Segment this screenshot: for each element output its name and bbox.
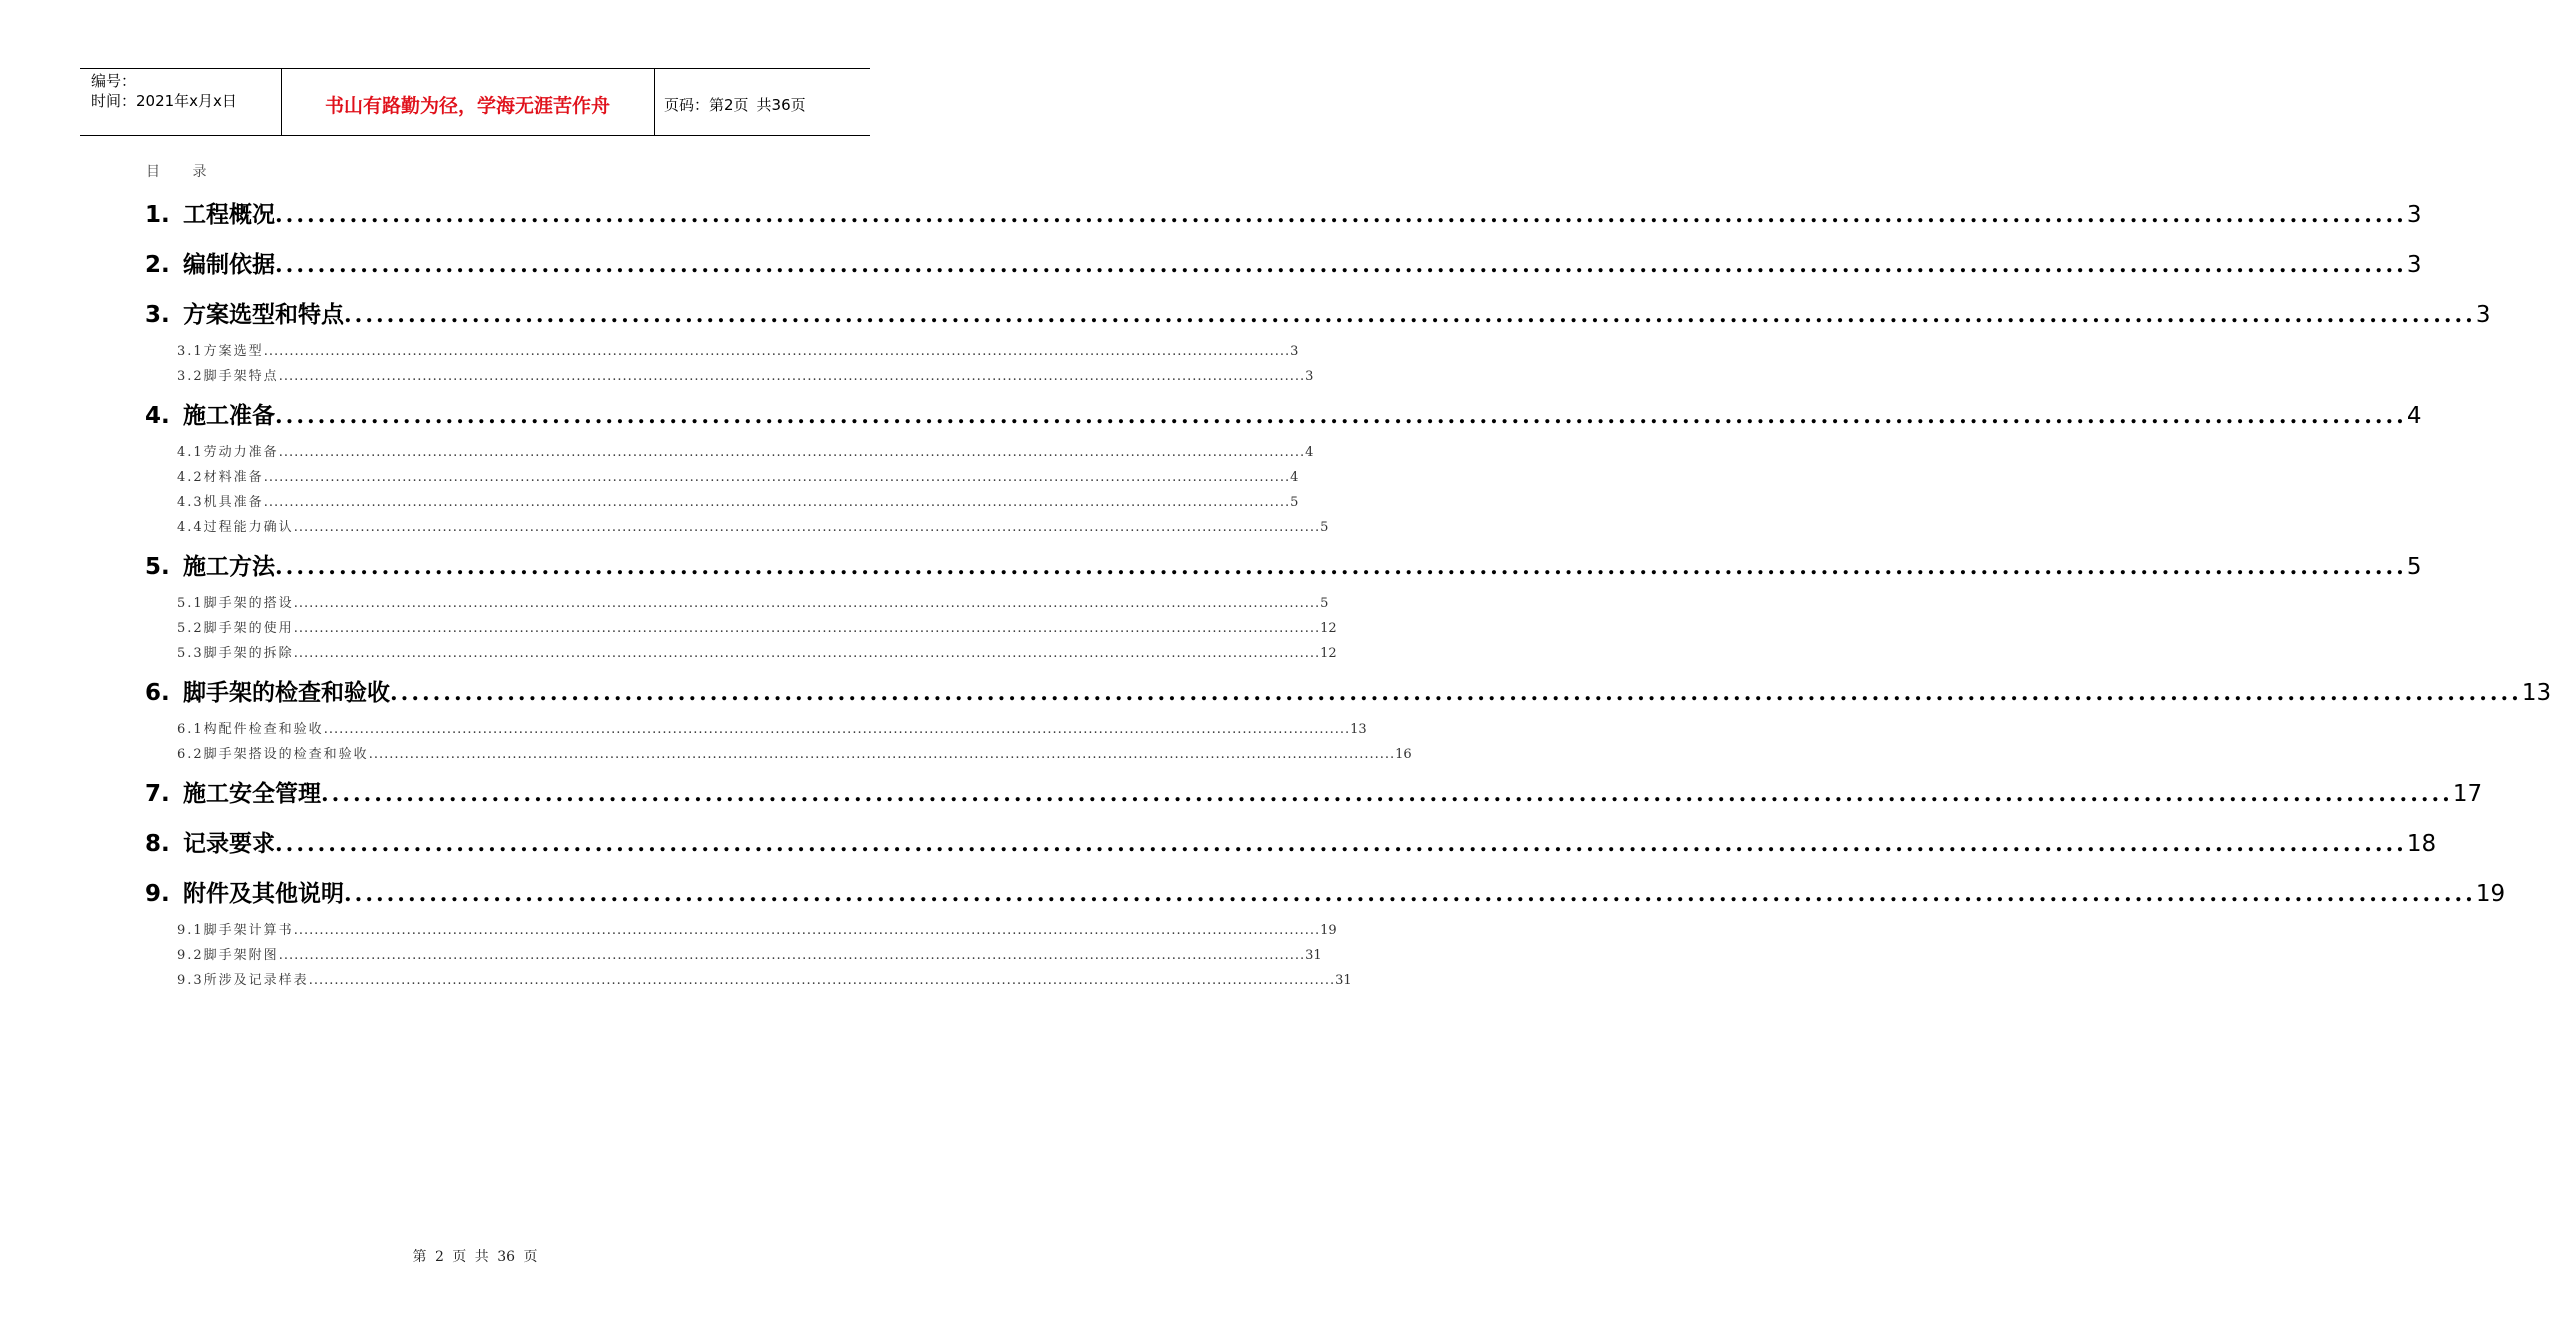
toc-heading: 目 录 bbox=[146, 164, 221, 180]
toc-entry-section[interactable] bbox=[177, 340, 1299, 359]
toc-entry-page-number: 12 bbox=[1320, 646, 1337, 661]
toc-entry-number: 4. bbox=[145, 403, 170, 429]
toc-entry-page-number: 3 bbox=[2406, 252, 2422, 278]
toc-dot-leader: ........................................................................................................................................................................................................ bbox=[293, 596, 1321, 611]
toc-entry-label: 施工方法 bbox=[183, 554, 275, 580]
toc-entry-section[interactable] bbox=[177, 919, 1337, 938]
toc-dot-leader: ........................................................................................................................................................................................................ bbox=[278, 369, 1306, 384]
toc-entry-label: 5.2脚手架的使用 bbox=[177, 621, 294, 636]
toc-dot-leader: ........................................................................................................................................................................................................ bbox=[275, 831, 2407, 857]
toc-entry-label: 附件及其他说明 bbox=[183, 881, 344, 907]
toc-entry-chapter[interactable] bbox=[145, 196, 2422, 228]
document-number-label: 编号： bbox=[91, 72, 137, 90]
toc-entry-number: 1. bbox=[145, 202, 170, 228]
toc-entry-page-number: 19 bbox=[1320, 923, 1337, 938]
toc-entry-number: 5. bbox=[145, 554, 170, 580]
toc-entry-title bbox=[145, 775, 321, 808]
toc-entry-page-number: 13 bbox=[1350, 722, 1367, 737]
toc-entry-title bbox=[145, 246, 275, 279]
toc-dot-leader: ........................................................................................................................................................................................................ bbox=[275, 202, 2407, 228]
toc-entry-label: 脚手架的检查和验收 bbox=[183, 680, 390, 706]
toc-entry-page-number: 5 bbox=[1320, 596, 1329, 611]
toc-entry-title bbox=[145, 548, 275, 581]
toc-entry-label: 5.1脚手架的搭设 bbox=[177, 596, 294, 611]
toc-dot-leader: ........................................................................................................................................................................................................ bbox=[275, 554, 2407, 580]
toc-entry-section[interactable] bbox=[177, 743, 1412, 762]
toc-entry-chapter[interactable] bbox=[145, 674, 2551, 706]
toc-entry-page-number: 16 bbox=[1395, 747, 1412, 762]
toc-entry-section[interactable] bbox=[177, 365, 1314, 384]
toc-entry-label: 4.3机具准备 bbox=[177, 495, 264, 510]
toc-entry-page-number: 3 bbox=[1290, 344, 1299, 359]
toc-entry-section[interactable] bbox=[177, 516, 1329, 535]
toc-dot-leader: ........................................................................................................................................................................................................ bbox=[263, 344, 1291, 359]
toc-entry-section[interactable] bbox=[177, 718, 1367, 737]
toc-entry-chapter[interactable] bbox=[145, 548, 2422, 580]
header-page-info bbox=[664, 94, 806, 115]
toc-entry-page-number: 3 bbox=[2406, 202, 2422, 228]
toc-entry-label: 9.2脚手架附图 bbox=[177, 948, 279, 963]
toc-entry-title bbox=[145, 825, 275, 858]
toc-entry-label: 方案选型和特点 bbox=[183, 302, 344, 328]
toc-entry-number: 8. bbox=[145, 831, 170, 857]
header-divider bbox=[654, 69, 655, 135]
toc-entry-title bbox=[145, 674, 390, 707]
toc-entry-label: 4.1劳动力准备 bbox=[177, 445, 279, 460]
toc-entry-page-number: 5 bbox=[1320, 520, 1329, 535]
toc-entry-label: 6.2脚手架搭设的检查和验收 bbox=[177, 747, 369, 762]
toc-dot-leader: ........................................................................................................................................................................................................ bbox=[344, 881, 2476, 907]
toc-entry-label: 编制依据 bbox=[183, 252, 275, 278]
toc-entry-page-number: 3 bbox=[1305, 369, 1314, 384]
toc-entry-number: 6. bbox=[145, 680, 170, 706]
toc-entry-number: 3. bbox=[145, 302, 170, 328]
toc-entry-chapter[interactable] bbox=[145, 875, 2506, 907]
toc-entry-label: 记录要求 bbox=[183, 831, 275, 857]
toc-entry-page-number: 31 bbox=[1305, 948, 1322, 963]
toc-entry-page-number: 4 bbox=[1305, 445, 1314, 460]
toc-dot-leader: ........................................................................................................................................................................................................ bbox=[275, 252, 2407, 278]
toc-dot-leader: ........................................................................................................................................................................................................ bbox=[344, 302, 2476, 328]
toc-dot-leader: ........................................................................................................................................................................................................ bbox=[368, 747, 1396, 762]
toc-entry-number: 7. bbox=[145, 781, 170, 807]
toc-entry-section[interactable] bbox=[177, 491, 1299, 510]
toc-entry-page-number: 4 bbox=[1290, 470, 1299, 485]
toc-entry-page-number: 17 bbox=[2452, 781, 2483, 807]
toc-entry-page-number: 19 bbox=[2475, 881, 2506, 907]
toc-dot-leader: ........................................................................................................................................................................................................ bbox=[293, 646, 1321, 661]
toc-entry-section[interactable] bbox=[177, 969, 1352, 988]
toc-entry-title bbox=[145, 875, 344, 908]
toc-entry-chapter[interactable] bbox=[145, 246, 2422, 278]
header-motto: 书山有路勤为径，学海无涯苦作舟 bbox=[324, 95, 610, 117]
toc-entry-label: 4.4过程能力确认 bbox=[177, 520, 294, 535]
toc-entry-label: 3.2脚手架特点 bbox=[177, 369, 279, 384]
toc-dot-leader: ........................................................................................................................................................................................................ bbox=[321, 781, 2453, 807]
toc-entry-label: 工程概况 bbox=[183, 202, 275, 228]
toc-dot-leader: ........................................................................................................................................................................................................ bbox=[275, 403, 2407, 429]
toc-entry-section[interactable] bbox=[177, 944, 1322, 963]
toc-dot-leader: ........................................................................................................................................................................................................ bbox=[293, 520, 1321, 535]
toc-entry-page-number: 3 bbox=[2475, 302, 2491, 328]
toc-entry-page-number: 5 bbox=[2406, 554, 2422, 580]
toc-entry-label: 3.1方案选型 bbox=[177, 344, 264, 359]
toc-dot-leader: ........................................................................................................................................................................................................ bbox=[323, 722, 1351, 737]
toc-dot-leader: ........................................................................................................................................................................................................ bbox=[293, 923, 1321, 938]
toc-entry-title bbox=[145, 397, 275, 430]
toc-entry-number: 2. bbox=[145, 252, 170, 278]
toc-entry-page-number: 18 bbox=[2406, 831, 2437, 857]
header-page-total: 共36页 bbox=[756, 96, 806, 114]
toc-entry-page-number: 31 bbox=[1335, 973, 1352, 988]
toc-dot-leader: ........................................................................................................................................................................................................ bbox=[278, 948, 1306, 963]
toc-entry-chapter[interactable] bbox=[145, 397, 2422, 429]
toc-entry-section[interactable] bbox=[177, 642, 1337, 661]
toc-entry-section[interactable] bbox=[177, 592, 1329, 611]
toc-entry-title bbox=[145, 296, 344, 329]
document-time-label: 时间：2021年x月x日 bbox=[91, 92, 237, 110]
toc-entry-label: 6.1构配件检查和验收 bbox=[177, 722, 324, 737]
toc-entry-section[interactable] bbox=[177, 441, 1314, 460]
toc-dot-leader: ........................................................................................................................................................................................................ bbox=[308, 973, 1336, 988]
toc-dot-leader: ........................................................................................................................................................................................................ bbox=[293, 621, 1321, 636]
toc-entry-title bbox=[145, 196, 275, 229]
header-page-number: 页码：第2页 bbox=[664, 96, 749, 114]
toc-entry-chapter[interactable] bbox=[145, 296, 2491, 328]
toc-entry-label: 4.2材料准备 bbox=[177, 470, 264, 485]
toc-entry-chapter[interactable] bbox=[145, 775, 2483, 807]
document-header bbox=[80, 68, 870, 136]
toc-dot-leader: ........................................................................................................................................................................................................ bbox=[263, 495, 1291, 510]
toc-entry-label: 9.3所涉及记录样表 bbox=[177, 973, 309, 988]
toc-entry-page-number: 5 bbox=[1290, 495, 1299, 510]
toc-entry-label: 5.3脚手架的拆除 bbox=[177, 646, 294, 661]
toc-dot-leader: ........................................................................................................................................................................................................ bbox=[278, 445, 1306, 460]
toc-dot-leader: ........................................................................................................................................................................................................ bbox=[263, 470, 1291, 485]
toc-entry-label: 施工准备 bbox=[183, 403, 275, 429]
toc-entry-section[interactable] bbox=[177, 466, 1299, 485]
toc-entry-label: 施工安全管理 bbox=[183, 781, 321, 807]
header-meta bbox=[91, 71, 237, 111]
toc-entry-page-number: 13 bbox=[2521, 680, 2551, 706]
toc-entry-number: 9. bbox=[145, 881, 170, 907]
toc-dot-leader: ........................................................................................................................................................................................................ bbox=[390, 680, 2522, 706]
toc-entry-chapter[interactable] bbox=[145, 825, 2437, 857]
toc-entry-label: 9.1脚手架计算书 bbox=[177, 923, 294, 938]
toc-entry-page-number: 4 bbox=[2406, 403, 2422, 429]
toc-entry-page-number: 12 bbox=[1320, 621, 1337, 636]
page-footer: 第 2 页 共 36 页 bbox=[412, 1249, 538, 1265]
toc-entry-section[interactable] bbox=[177, 617, 1337, 636]
